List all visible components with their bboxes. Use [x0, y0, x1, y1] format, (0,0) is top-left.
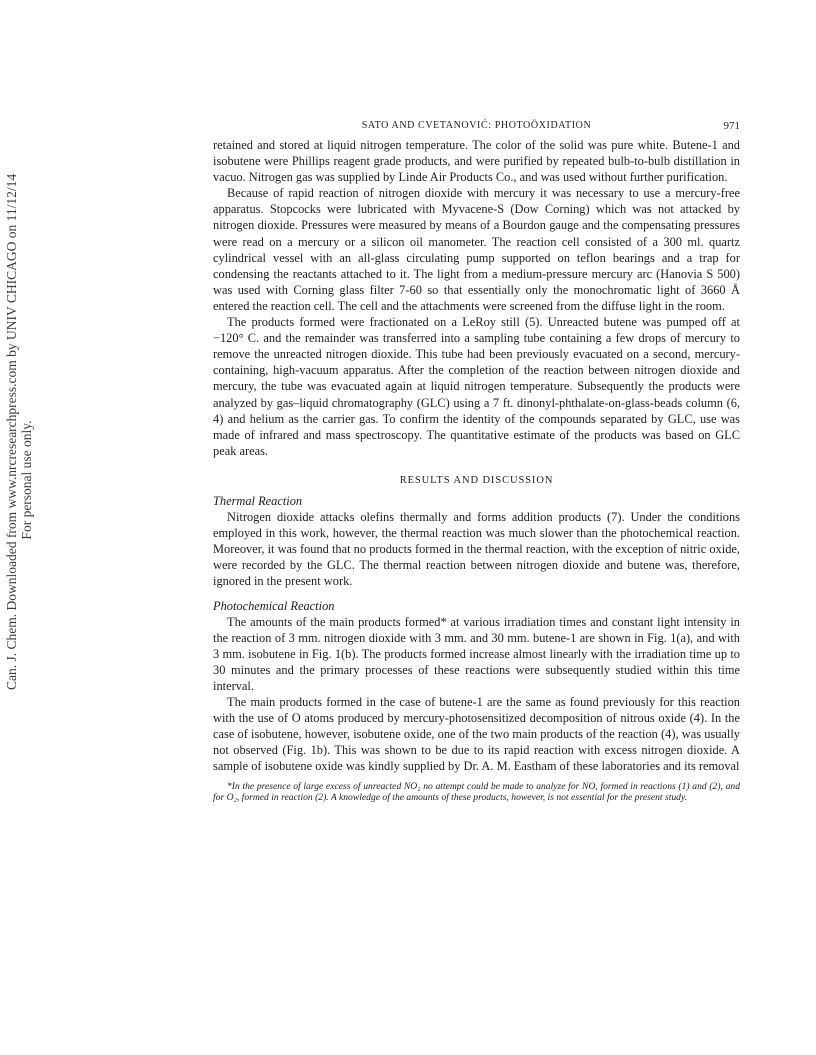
paragraph-materials: retained and stored at liquid nitrogen temperature. The color of the solid was pure white. Butene-1 and isobutene were Phillips reagent grade products, and were purified by repeated bulb-to-bulb distillation in vacuo. Nitrogen gas was supplied by Linde Air Products Co., and was used without further purification. — [213, 138, 740, 185]
page-header — [213, 120, 740, 134]
subheading-thermal: Thermal Reaction — [213, 493, 303, 508]
subheading-photochemical: Photochemical Reaction — [213, 598, 335, 613]
paragraph-analysis: The products formed were fractionated on a LeRoy still (5). Unreacted butene was pumped off at −120° C. and the remainder was transferred into a sampling tube containing a few drops of mercury to remove the unreacted nitrogen dioxide. This tube had been previously evacuated on a second, mercury-containing, high-vacuum apparatus. After the completion of the reaction between nitrogen dioxide and mercury, the tube was evacuated again at liquid nitrogen temperature. Subsequently the products were analyzed by gas–liquid chromatography (GLC) using a 7 ft. dinonyl-phthalate-on-glass-beads column (6, 4) and helium as the carrier gas. To confirm the identity of the compounds separated by GLC, use was made of infrared and mass spectroscopy. The quantitative estimate of the products was based on GLC peak areas. — [213, 315, 740, 458]
paragraph-thermal: Nitrogen dioxide attacks olefins thermally and forms addition products (7). Under the conditions employed in this work, however, the thermal reaction was much slower than the photochemical reaction. Moreover, it was found that no products formed in the thermal reaction, with the exception of nitric oxide, were recorded by the GLC. The thermal reaction between nitrogen dioxide and butene was, therefore, ignored in the present work. — [213, 510, 740, 589]
watermark-line-2: For personal use only. — [19, 420, 34, 540]
paragraph-apparatus: Because of rapid reaction of nitrogen dioxide with mercury it was necessary to use a mercury-free apparatus. Stopcocks were lubricated with Myvacene-S (Dow Corning) which was not attacked by nitrogen dioxide. Pressures were measured by means of a Bourdon gauge and the compensating pressures were read on a mercury or a silicon oil manometer. The reaction cell consisted of a 300 ml. quartz cylindrical vessel with an all-glass circulating pump supported on teflon bearings and a trap for condensing the reactants attached to it. The light from a medium-pressure mercury arc (Hanovia S 500) was used with Corning glass filter 7-60 so that essentially only the monochromatic light of 3660 Å entered the reaction cell. The cell and the attachments were screened from the diffuse light in the room. — [213, 186, 740, 313]
paragraph-photochemical-1: The amounts of the main products formed* at various irradiation times and constant light intensity in the reaction of 3 mm. nitrogen dioxide with 3 mm. and 30 mm. butene-1 are shown in Fig. 1(a), and with 3 mm. isobutene in Fig. 1(b). The products formed increase almost linearly with the irradiation time up to 30 minutes and the primary processes of these reactions were subsequently studied within this time interval. — [213, 614, 740, 693]
watermark-line-1: Can. J. Chem. Downloaded from www.nrcresearchpress.com by UNIV CHICAGO on 11/12/14 — [4, 173, 19, 690]
article-body — [213, 137, 740, 803]
running-head: SATO AND CVETANOVIĆ: PHOTOÖXIDATION — [361, 120, 592, 131]
footnote: *In the presence of large excess of unreacted NO₂ no attempt could be made to analyze for NO, formed in reactions (1) and (2), and for O₂, formed in reaction (2). A knowledge of the amounts of these products, however, is not essential for the present study. — [213, 780, 740, 803]
page-number: 971 — [723, 120, 740, 132]
paragraph-photochemical-2: The main products formed in the case of butene-1 are the same as found previously for this reaction with the use of O atoms produced by mercury-photosensitized decomposition of nitrous oxide (4). In the case of isobutene, however, isobutene oxide, one of the two main products of the reaction (4), was usually not observed (Fig. 1b). This was shown to be due to its rapid reaction with excess nitrogen dioxide. A sample of isobutene oxide was kindly supplied by Dr. A. M. Eastham of these laboratories and its removal — [213, 695, 740, 774]
section-heading: RESULTS AND DISCUSSION — [399, 474, 554, 486]
download-watermark — [4, 173, 34, 690]
